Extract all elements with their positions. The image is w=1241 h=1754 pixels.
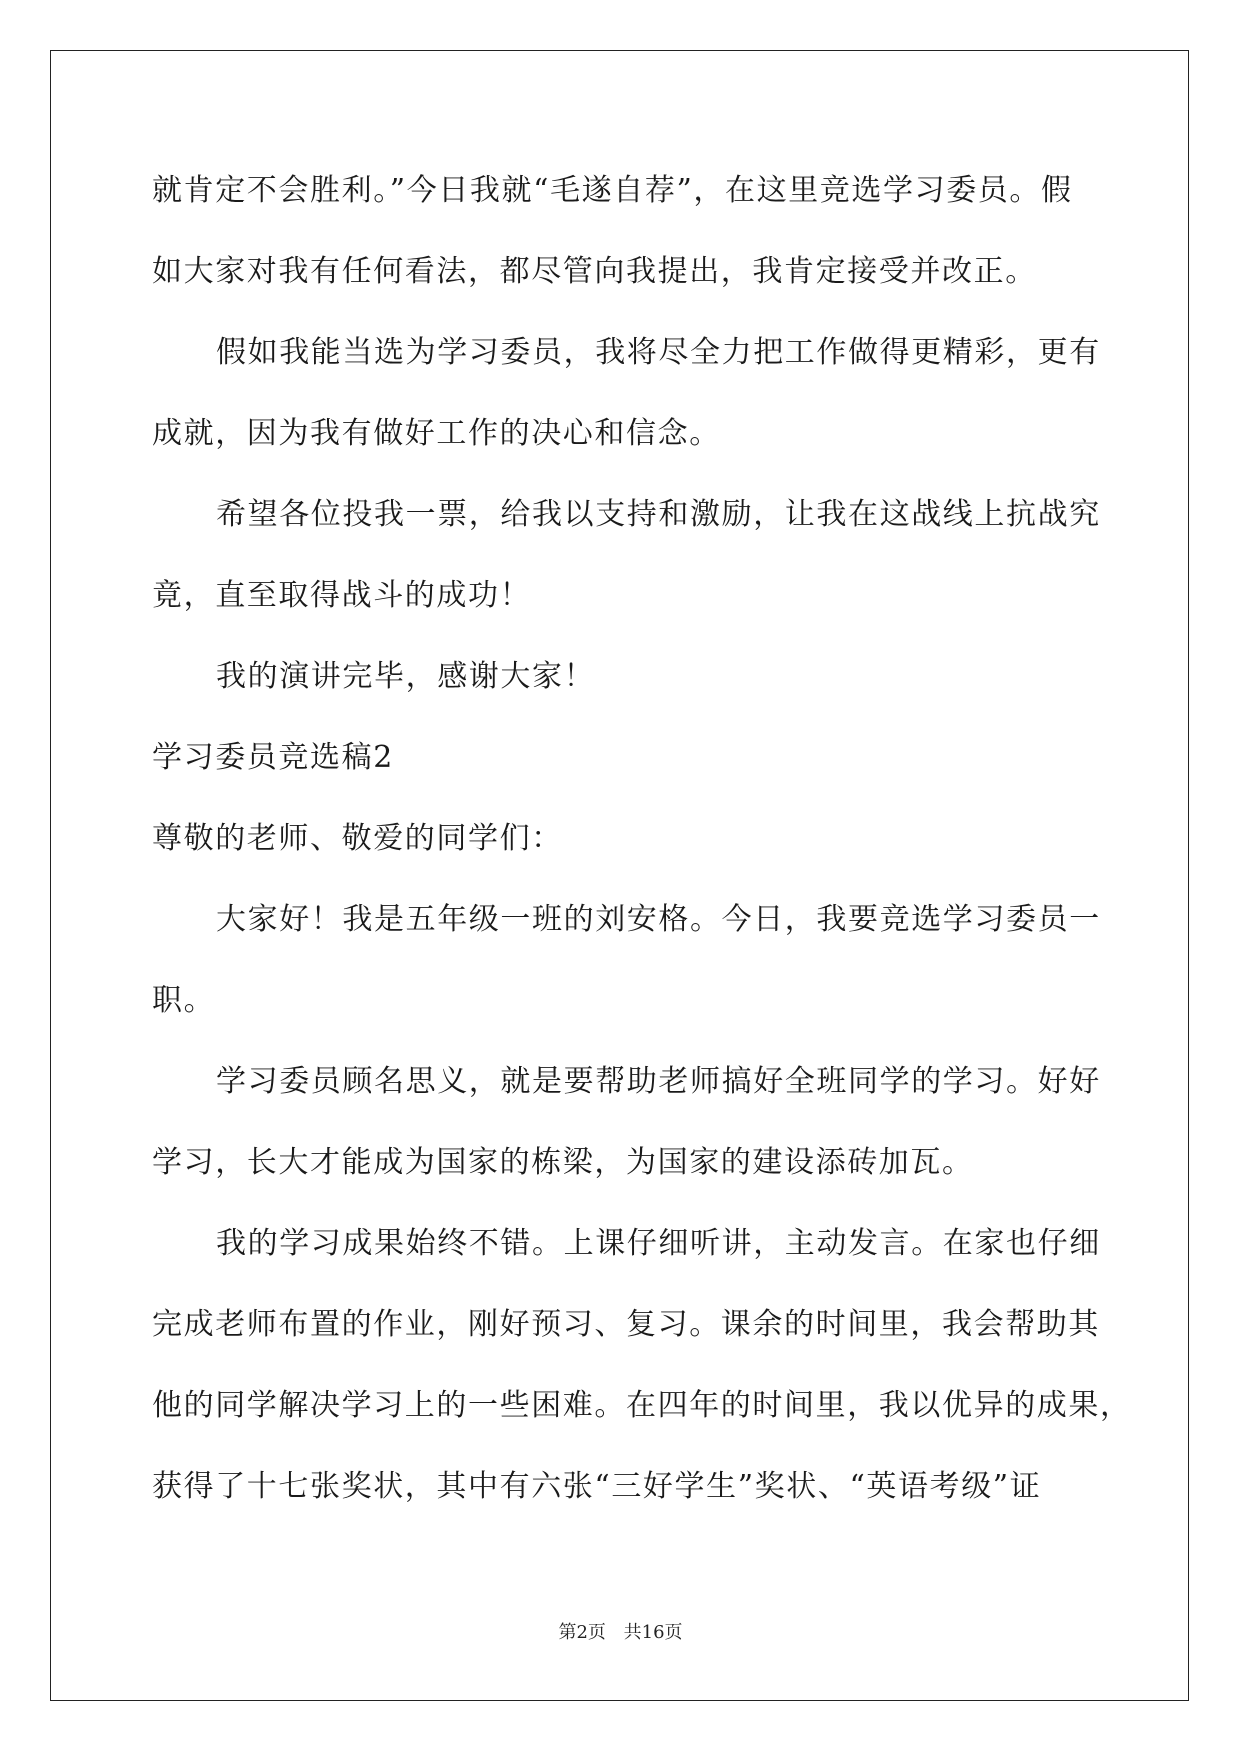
text-line: 成就，因为我有做好工作的决心和信念。	[152, 416, 721, 451]
section-title: 学习委员竞选稿2	[152, 740, 394, 775]
page-footer	[0, 1618, 1241, 1644]
text-line: 学习，长大才能成为国家的栋梁，为国家的建设添砖加瓦。	[152, 1145, 974, 1180]
text-line: 假如我能当选为学习委员，我将尽全力把工作做得更精彩，更有	[216, 335, 1101, 370]
page-total: 共16页	[623, 1622, 683, 1643]
document-body	[152, 155, 1132, 1532]
salutation: 尊敬的老师、敬爱的同学们：	[152, 821, 563, 856]
text-line: 希望各位投我一票，给我以支持和激励，让我在这战线上抗战究	[216, 497, 1101, 532]
text-line: 完成老师布置的作业，刚好预习、复习。课余的时间里，我会帮助其	[152, 1307, 1100, 1342]
text-line: 竟，直至取得战斗的成功！	[152, 578, 532, 613]
page-number: 第2页	[558, 1622, 606, 1643]
text-line: 如大家对我有任何看法，都尽管向我提出，我肯定接受并改正。	[152, 254, 1037, 289]
text-line: 我的演讲完毕，感谢大家！	[216, 659, 596, 694]
text-line: 我的学习成果始终不错。上课仔细听讲，主动发言。在家也仔细	[216, 1226, 1101, 1261]
text-line: 就肯定不会胜利。”今日我就“毛遂自荐”，在这里竞选学习委员。假	[152, 173, 1073, 208]
text-line: 大家好！我是五年级一班的刘安格。今日，我要竞选学习委员一	[216, 902, 1101, 937]
text-line: 职。	[152, 983, 216, 1018]
text-line: 获得了十七张奖状，其中有六张“三好学生”奖状、“英语考级”证	[152, 1469, 1042, 1504]
text-line: 学习委员顾名思义，就是要帮助老师搞好全班同学的学习。好好	[216, 1064, 1101, 1099]
text-line: 他的同学解决学习上的一些困难。在四年的时间里，我以优异的成果，	[152, 1388, 1132, 1423]
